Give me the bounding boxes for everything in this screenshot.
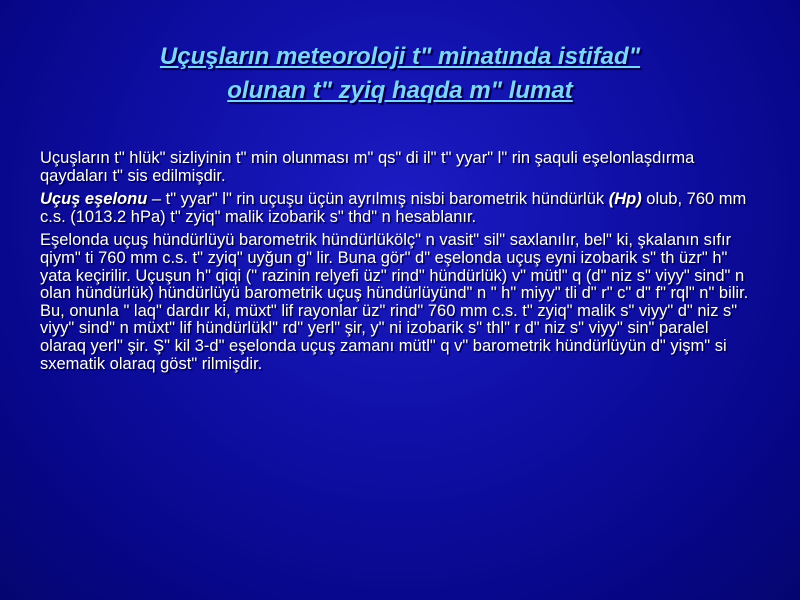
paragraph-intro: Uçuşların t" hlük" sizliyinin t" min olunması m" qs" di il" t" yyar" l" rin şaquli eşelonlaşdırma qaydaları t" sis edilmişdir.: [40, 149, 695, 185]
term-flight-level: Uçuş eşelonu: [40, 190, 148, 209]
slide-title-line-2: olunan t" zyiq haqda m" lumat: [227, 77, 573, 104]
term-hp: (Hp): [608, 190, 642, 209]
slide-body: [40, 150, 752, 379]
slide-title: [60, 40, 740, 108]
slide-title-line-1: Uçuşların meteoroloji t" minatında istifad": [159, 43, 641, 70]
paragraph-barometric-altitude: Eşelonda uçuş hündürlüyü barometrik hündürlükölç" n vasit" sil" saxlanılır, bel" ki, şkalanın sıfır qiym" ti 760 mm c.s. t" zyiq" uyğun g" lir. Buna gör" d" eşelonda uçuş eyni izobarik s" th üzr" h" yata keçirilir. Uçuşun h" qiqi (" razinin relyefi üz" rind" hündürlük) v" mütl" q (d" niz s" viyy" sind" n olan hündürlük) hündürlüyü barometrik uçuş hündürlüyünd" n " h" miyy" tli d" r" c" d" f" rql" n" bilir. Bu, onunla " laq" dardır ki, müxt" lif rayonlar üz" rind" 760 mm c.s. t" zyiq" malik s" viyy" d" niz s" viyy" sind" n müxt" lif hündürlükl" rd" yerl" şir, y" ni izobarik s" thl" r d" niz s" viyy" sin" paralel olaraq yerl" şir. Ş" kil 3-d" eşelonda uçuş zamanı mütl" q v" barometrik hündürlüyün d" yişm" si sxematik olaraq göst" rilmişdir.: [40, 231, 749, 373]
paragraph-flight-level-definition: [40, 191, 752, 226]
definition-tail: olub, 760 mm c.s. (1013.2 hPa) t" zyiq" malik izobarik s" thd" n hesablanır.: [40, 190, 747, 226]
definition-text: – t" yyar" l" rin uçuşu üçün ayrılmış nisbi barometrik hündürlük: [147, 190, 609, 209]
